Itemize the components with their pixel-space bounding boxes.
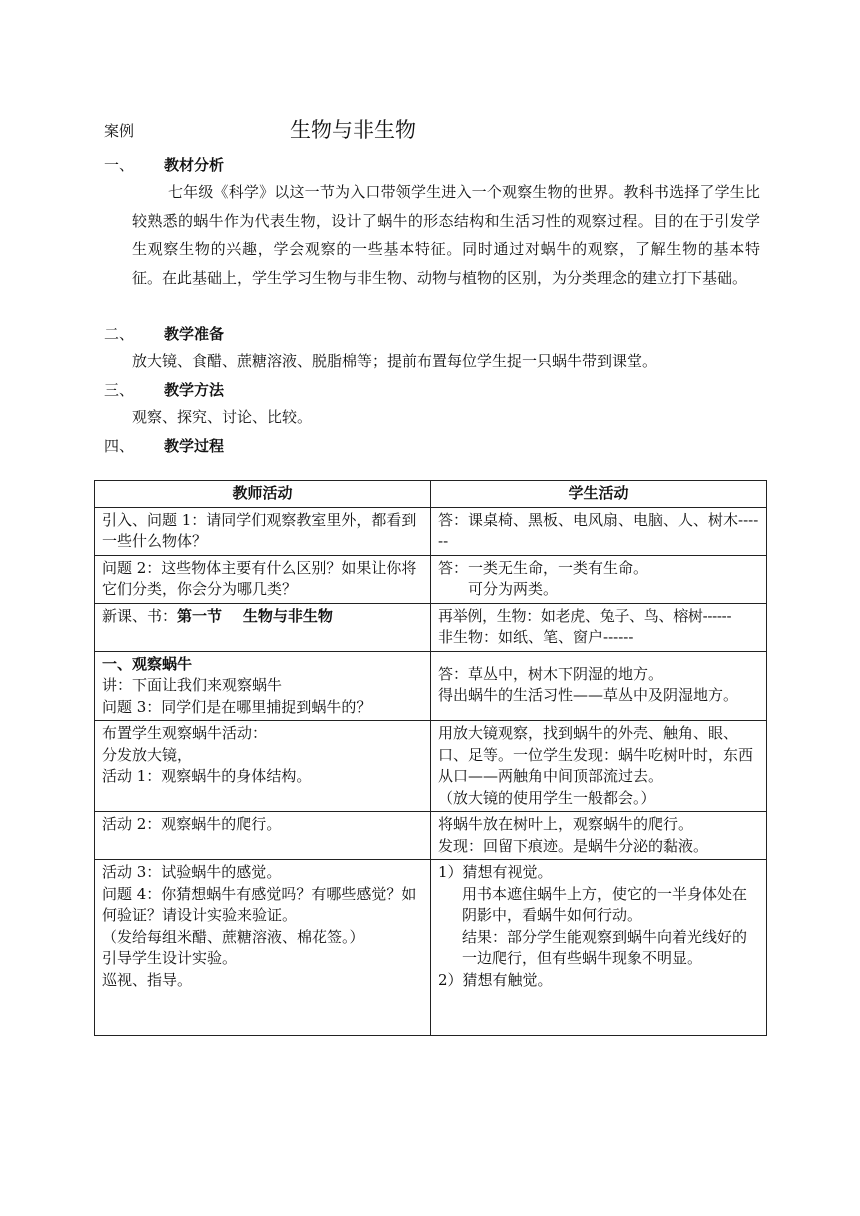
cell-text: 非生物：如纸、笔、窗户------ bbox=[438, 628, 634, 646]
cell-text: 再举例，生物：如老虎、兔子、鸟、榕树------ bbox=[438, 606, 732, 625]
teacher-cell bbox=[95, 812, 431, 860]
cell-text: 讲：下面让我们来观察蜗牛 bbox=[102, 676, 283, 694]
section-title: 教学准备 bbox=[164, 325, 225, 343]
section-heading-preparation bbox=[104, 323, 224, 344]
cell-text: 活动 2：观察蜗牛的爬行。 bbox=[102, 815, 282, 833]
section-title: 教学过程 bbox=[164, 437, 225, 455]
student-cell bbox=[431, 860, 767, 1036]
cell-text: 2）猜想有触觉。 bbox=[438, 970, 553, 989]
section-number: 四、 bbox=[104, 437, 135, 455]
table-row bbox=[95, 812, 767, 860]
table-header-row bbox=[95, 481, 767, 508]
cell-text: 答：草丛中，树木下阴湿的地方。 bbox=[438, 664, 664, 683]
table-row bbox=[95, 555, 767, 603]
teacher-cell bbox=[95, 651, 431, 721]
cell-text: 得出蜗牛的生活习性——草丛中及阴湿地方。 bbox=[438, 686, 739, 704]
teacher-cell bbox=[95, 860, 431, 1036]
student-cell bbox=[431, 555, 767, 603]
case-label: 案例 bbox=[104, 122, 135, 140]
table-row bbox=[95, 651, 767, 721]
section-heading-process bbox=[104, 435, 224, 456]
cell-text: 引导学生设计实验。 bbox=[102, 949, 238, 967]
header-teacher-activity: 教师活动 bbox=[95, 481, 431, 508]
section-title: 教材分析 bbox=[164, 156, 225, 174]
cell-text: 活动 1：观察蜗牛的身体结构。 bbox=[102, 767, 312, 785]
cell-text: 布置学生观察蜗牛活动： bbox=[102, 724, 268, 742]
subsection-heading: 一、观察蜗牛 bbox=[102, 654, 193, 673]
cell-text: 发现：回留下痕迹。是蜗牛分泌的黏液。 bbox=[438, 836, 709, 855]
cell-text: 问题 3：同学们是在哪里捕捉到蜗牛的？ bbox=[102, 697, 372, 716]
cell-text: 引入、问题 1：请同学们观察教室里外，都看到一些什么物体？ bbox=[102, 510, 417, 550]
teacher-cell bbox=[95, 555, 431, 603]
cell-text: （发给每组米醋、蔗糖溶液、棉花签。） bbox=[102, 927, 365, 946]
section-heading-analysis bbox=[104, 154, 224, 175]
table-row bbox=[95, 507, 767, 555]
cell-text: 1）猜想有视觉。 bbox=[438, 863, 553, 881]
preparation-text: 放大镜、食醋、蔗糖溶液、脱脂棉等；提前布置每位学生捉一只蜗牛带到课堂。 bbox=[132, 352, 658, 370]
section-number: 二、 bbox=[104, 325, 135, 343]
analysis-paragraph: 七年级《科学》以这一节为入口带领学生进入一个观察生物的世界。教科书选择了学生比较熟悉的蜗牛作为代表生物，设计了蜗牛的形态结构和生活习性的观察过程。目的在于引发学生观察生物的兴趣，学会观察的一些基本特征。同时通过对蜗牛的观察，了解生物的基本特征。在此基础上，学生学习生物与非生物、动物与植物的区别，为分类理念的建立打下基础。 bbox=[132, 183, 760, 287]
cell-text: 可分为两类。 bbox=[468, 580, 559, 598]
table-row bbox=[95, 721, 767, 812]
teaching-process-table bbox=[94, 480, 767, 1036]
section-number: 一、 bbox=[104, 156, 135, 174]
section-heading-method bbox=[104, 379, 224, 400]
cell-text: （放大镜的使用学生一般都会。） bbox=[438, 788, 656, 807]
cell-text: 分发放大镜， bbox=[102, 745, 193, 764]
teacher-cell bbox=[95, 507, 431, 555]
cell-text: 将蜗牛放在树叶上，观察蜗牛的爬行。 bbox=[438, 815, 694, 833]
cell-text: 答：课桌椅、黑板、电风扇、电脑、人、树木------ bbox=[438, 510, 759, 550]
title-row bbox=[104, 114, 764, 144]
cell-text: 答：一类无生命，一类有生命。 bbox=[438, 558, 649, 577]
student-cell bbox=[431, 721, 767, 812]
table-row bbox=[95, 603, 767, 651]
student-cell bbox=[431, 651, 767, 721]
method-text: 观察、探究、讨论、比较。 bbox=[132, 408, 313, 426]
cell-text: 结果：部分学生能观察到蜗牛向着光线好的一边爬行，但有些蜗牛现象不明显。 bbox=[462, 927, 748, 967]
cell-text: 用放大镜观察，找到蜗牛的外壳、触角、眼、口、足等。一位学生发现：蜗牛吃树叶时，东西从口——两触角中间顶部流过去。 bbox=[438, 724, 754, 785]
student-cell bbox=[431, 507, 767, 555]
teacher-cell bbox=[95, 603, 431, 651]
cell-text: 巡视、指导。 bbox=[102, 970, 193, 989]
section-title: 教学方法 bbox=[164, 381, 225, 399]
cell-text: 问题 2：这些物体主要有什么区别？如果让你将它们分类，你会分为哪几类？ bbox=[102, 558, 417, 598]
teacher-cell bbox=[95, 721, 431, 812]
cell-text: 活动 3：试验蜗牛的感觉。 bbox=[102, 863, 282, 881]
header-student-activity: 学生活动 bbox=[431, 481, 767, 508]
chapter-title: 第一节 生物与非生物 bbox=[177, 606, 333, 625]
cell-text: 新课、书： bbox=[102, 606, 178, 625]
student-cell bbox=[431, 603, 767, 651]
cell-text: 用书本遮住蜗牛上方，使它的一半身体处在阴影中，看蜗牛如何行动。 bbox=[462, 884, 748, 924]
section-number: 三、 bbox=[104, 381, 135, 399]
cell-text: 问题 4：你猜想蜗牛有感觉吗？有哪些感觉？如何验证？请设计实验来验证。 bbox=[102, 884, 417, 924]
table-row bbox=[95, 860, 767, 1036]
document-title: 生物与非生物 bbox=[290, 118, 416, 142]
student-cell bbox=[431, 812, 767, 860]
